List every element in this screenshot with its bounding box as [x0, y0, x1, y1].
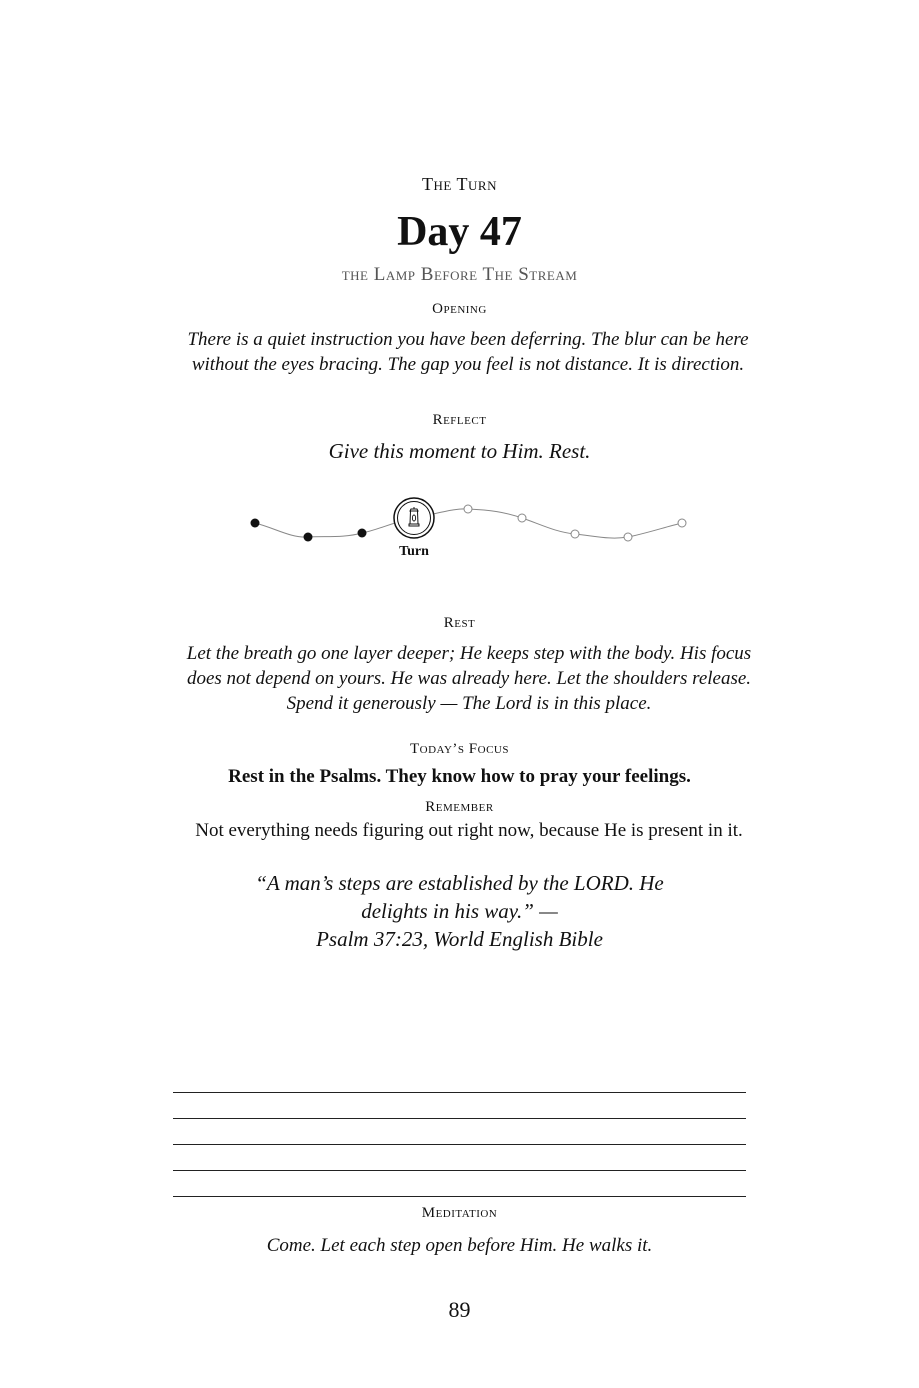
part-title: The Turn — [422, 174, 497, 194]
rest-label: Rest — [443, 615, 476, 631]
journey-current-label: Turn — [399, 544, 429, 559]
day-subtitle: the Lamp Before The Stream — [341, 264, 578, 285]
remember-label: Remember — [425, 799, 494, 815]
reflect-label: Reflect — [432, 412, 487, 428]
journey-step-done — [304, 533, 313, 542]
journal-line[interactable] — [173, 1144, 746, 1145]
journey-step-upcoming — [518, 514, 526, 522]
focus-text: Rest in the Psalms. They know how to pray your feelings. — [228, 766, 691, 787]
journey-step-upcoming — [624, 533, 632, 541]
verse-line-3: Psalm 37:23, World English Bible — [316, 927, 603, 951]
journey-step-done — [358, 529, 367, 538]
focus-label: Today’s Focus — [410, 741, 509, 757]
opening-text: There is a quiet instruction you have been deferring. The blur can be here without the eyes bracing. The gap you feel is not distance. It is direction. — [187, 329, 749, 375]
verse-line-1: “A man’s steps are established by the LORD. He — [255, 871, 664, 895]
opening-label: Opening — [432, 301, 487, 317]
page-number: 89 — [448, 1297, 471, 1322]
remember-text: Not everything needs figuring out right now, because He is present in it. — [195, 820, 743, 841]
meditation-text: Come. Let each step open before Him. He walks it. — [266, 1235, 653, 1256]
day-title: Day 47 — [397, 209, 522, 255]
journey-step-done — [251, 519, 260, 528]
meditation-label: Meditation — [421, 1205, 498, 1221]
journal-line[interactable] — [173, 1118, 746, 1119]
journal-line[interactable] — [173, 1170, 746, 1171]
journey-step-upcoming — [571, 530, 579, 538]
lantern-icon — [394, 498, 434, 538]
rest-text: Let the breath go one layer deeper; He keeps step with the body. His focus does not depend on yours. He was already here. Let the shoulders release. Spend it generously — The Lord is in this place. — [186, 643, 752, 714]
journal-line[interactable] — [173, 1196, 746, 1197]
journal-line[interactable] — [173, 1092, 746, 1093]
verse-line-2: delights in his way.” — — [361, 899, 558, 923]
journey-step-upcoming — [464, 505, 472, 513]
journey-path — [240, 492, 700, 567]
reflect-text: Give this moment to Him. Rest. — [328, 439, 591, 463]
journey-step-upcoming — [678, 519, 686, 527]
